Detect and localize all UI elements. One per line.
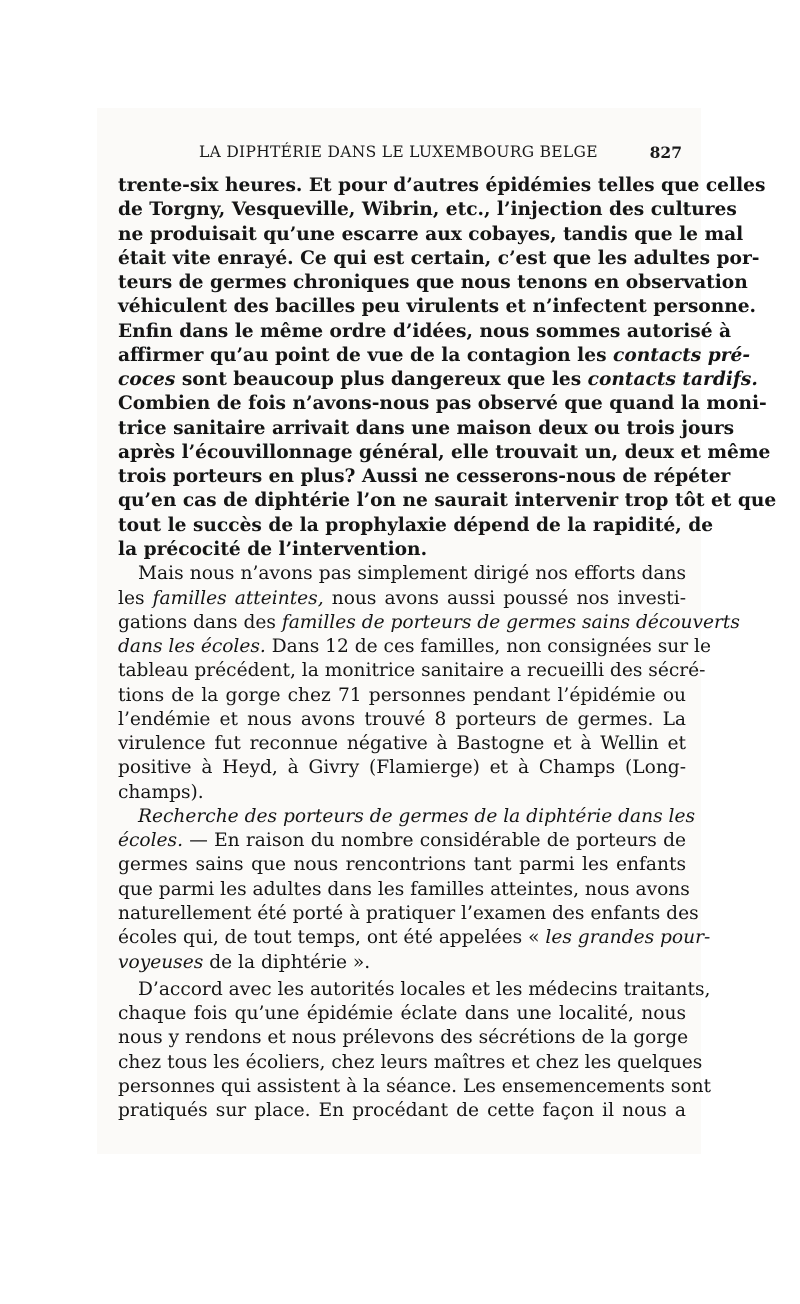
text-line [118,611,740,635]
text-segment: nous avons aussi poussé nos investi- [323,587,687,609]
text-segment: de Torgny, Vesqueville, Wibrin, etc., l’injection des cultures [118,199,737,221]
text-line [118,417,735,441]
text-line [118,635,711,659]
text-segment: contacts pré- [613,344,751,366]
text-line [118,853,686,877]
text-line [118,805,696,829]
text-segment: tableau précédent, la monitrice sanitaire a recueilli des sécré- [118,660,706,682]
text-segment: trice sanitaire arrivait dans une maison deux ou trois jours [118,417,735,439]
text-segment: chez tous les écoliers, chez leurs maîtres et chez les quelques [118,1051,703,1073]
text-line [118,392,767,416]
text-segment: que parmi les adultes dans les familles atteintes, nous avons [118,878,690,900]
text-segment: écoles. [118,830,184,852]
text-segment: de la diphtérie ». [203,951,371,973]
body-text [118,174,777,1123]
text-line [118,465,731,489]
text-segment: la précocité de l’intervention. [118,538,428,560]
text-segment: les grandes pour- [545,927,711,949]
text-segment: trois porteurs en plus? Aussi ne cesserons-nous de répéter [118,466,731,488]
text-segment: personnes qui assistent à la séance. Les ensemencements sont [118,1075,712,1097]
text-segment: Dans 12 de ces familles, non consignées sur le [265,636,711,658]
text-line [118,978,711,1002]
text-line [118,198,737,222]
text-segment: voyeuses [118,951,204,973]
text-segment: virulence fut reconnue négative à Bastogne et à Wellin et [118,733,686,755]
text-line [118,1099,686,1123]
text-line [118,247,760,271]
text-segment: tions de la gorge chez 71 personnes pendant l’épidémie ou [118,684,686,706]
text-line [118,878,690,902]
text-line [118,514,714,538]
text-line [118,1051,703,1075]
text-segment: Combien de fois n’avons-nous pas observé que quand la moni- [118,393,767,415]
text-line [118,732,686,756]
text-line [118,1075,712,1099]
text-line [118,951,686,975]
text-segment: pratiqués sur place. En procédant de cette façon il nous a [118,1100,686,1122]
text-segment: coces [118,369,176,391]
text-segment: trente-six heures. Et pour d’autres épidémies telles que celles [118,175,766,196]
text-segment: gations dans des [118,611,282,633]
text-line [118,538,686,562]
text-line [118,489,777,513]
page-number: 827 [649,143,682,162]
text-line [118,368,758,392]
text-segment: nous y rendons et nous prélevons des sécrétions de la gorge [118,1027,689,1049]
text-segment: véhiculent des bacilles peu virulents et n’infectent personne. [118,296,757,318]
text-segment: germes sains que nous rencontrions tant parmi les enfants [118,854,686,876]
text-segment: Enfin dans le même ordre d’idées, nous sommes autorisé à [118,320,732,342]
text-segment: qu’en cas de diphtérie l’on ne saurait intervenir trop tôt et que [118,490,777,512]
text-line [118,174,766,198]
text-segment: affirmer qu’au point de vue de la contagion les [118,344,614,366]
text-segment: l’endémie et nous avons trouvé 8 porteurs de germes. La [118,708,686,730]
text-line [118,781,686,805]
text-segment: champs). [118,781,204,803]
text-segment: tout le succès de la prophylaxie dépend de la rapidité, de [118,514,714,536]
text-line [118,1026,689,1050]
text-line [118,684,686,708]
text-line [118,587,686,611]
text-line [118,223,744,247]
text-segment: D’accord avec les autorités locales et les médecins traitants, [138,978,711,1000]
text-segment: après l’écouvillonnage général, elle trouvait un, deux et même [118,441,771,463]
text-segment: sont beaucoup plus dangereux que les [175,369,588,391]
running-title: LA DIPHTÉRIE DANS LE LUXEMBOURG BELGE [199,143,598,161]
text-line [118,295,757,319]
text-line [118,271,748,295]
text-line [118,659,706,683]
text-line [118,829,686,853]
text-segment: Recherche des porteurs de germes de la diphtérie dans les [138,805,696,827]
text-line [118,344,751,368]
page-header [118,143,682,167]
text-segment: teurs de germes chroniques que nous tenons en observation [118,272,748,294]
text-segment: ne produisait qu’une escarre aux cobayes, tandis que le mal [118,223,744,245]
text-segment: les [118,587,153,609]
text-line [118,902,699,926]
text-line [118,926,711,950]
text-segment: dans les écoles. [118,636,266,658]
text-line [118,708,686,732]
text-segment: écoles qui, de tout temps, ont été appelées « [118,927,546,949]
text-segment: était vite enrayé. Ce qui est certain, c’est que les adultes por- [118,247,760,269]
text-line [118,441,771,465]
text-segment: positive à Heyd, à Givry (Flamierge) et à Champs (Long- [118,757,686,779]
text-segment: chaque fois qu’une épidémie éclate dans une localité, nous [118,1003,686,1025]
text-segment: — En raison du nombre considérable de porteurs de [183,830,686,852]
text-line [118,1002,686,1026]
text-segment: familles de porteurs de germes sains découverts [281,611,740,633]
text-line [118,562,686,586]
text-segment: naturellement été porté à pratiquer l’examen des enfants des [118,902,699,924]
text-line [118,756,686,780]
text-segment: Mais nous n’avons pas simplement dirigé nos efforts dans [138,563,686,585]
text-segment: contacts tardifs. [587,369,758,391]
text-line [118,320,732,344]
text-segment: familles atteintes, [152,587,324,609]
